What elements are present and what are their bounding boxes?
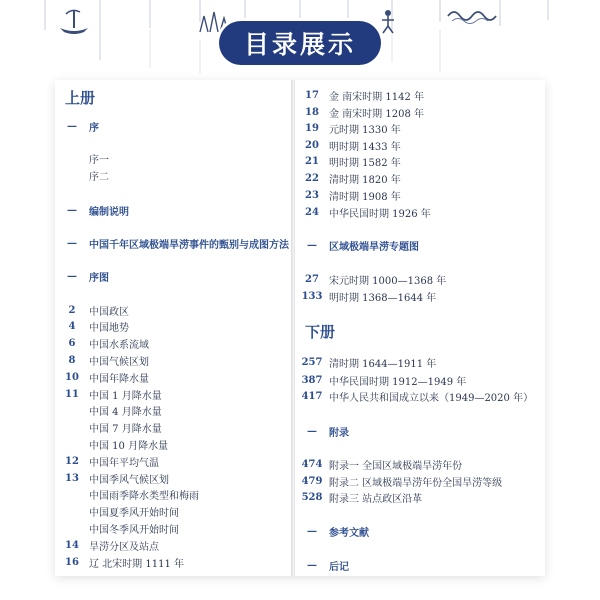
toc-entry[interactable] (295, 473, 545, 489)
toc-page-number: 20 (305, 139, 319, 151)
toc-section-label: 序图 (89, 272, 109, 284)
toc-section-appendix[interactable] (295, 423, 545, 439)
dash-marker: — (67, 237, 77, 249)
toc-entry[interactable] (55, 150, 291, 166)
toc-entry[interactable] (55, 419, 291, 435)
toc-entry[interactable] (55, 537, 291, 553)
toc-entry-label: 中国 1 月降水量 (89, 390, 162, 402)
toc-entry[interactable] (295, 87, 545, 103)
toc-entry[interactable] (55, 335, 291, 351)
toc-entry-label: 辽 北宋时期 1111 年 (89, 558, 184, 570)
dash-marker: — (307, 559, 317, 571)
toc-entry-label: 中华人民共和国成立以来（1949—2020 年） (329, 392, 534, 404)
volume-heading-upper: 上册 (65, 88, 96, 107)
toc-entry[interactable] (295, 187, 545, 203)
dash-marker: — (67, 120, 77, 132)
toc-section-label: 中国千年区域极端旱涝事件的甄别与成图方法 (89, 239, 289, 251)
toc-entry-label: 明时期 1582 年 (329, 157, 401, 169)
toc-page-number: 11 (65, 388, 79, 400)
toc-entry[interactable] (55, 470, 291, 486)
toc-entry[interactable] (295, 104, 545, 120)
toc-entry[interactable] (295, 120, 545, 136)
toc-entry-label: 中国水系流域 (89, 339, 149, 351)
toc-entry[interactable] (55, 453, 291, 469)
toc-entry[interactable] (55, 302, 291, 318)
toc-entry[interactable] (295, 388, 545, 404)
toc-section-label: 附录 (329, 427, 349, 439)
toc-entry-label: 序一 (89, 154, 109, 166)
toc-entry[interactable] (295, 153, 545, 169)
toc-entry[interactable] (55, 402, 291, 418)
toc-entry[interactable] (295, 271, 545, 287)
toc-entry[interactable] (295, 170, 545, 186)
toc-section-references[interactable] (295, 523, 545, 539)
toc-entry-label: 中国地势 (89, 322, 129, 334)
boat-sketch-icon (56, 6, 92, 36)
toc-entry-label: 金 南宋时期 1142 年 (329, 91, 424, 103)
left-page (55, 80, 291, 576)
toc-entry-label: 附录一 全国区域极端旱涝年份 (329, 460, 463, 472)
toc-entry-label: 附录三 站点政区沿革 (329, 493, 423, 505)
toc-section[interactable] (55, 268, 291, 284)
toc-page-number: 21 (305, 155, 319, 167)
toc-entry-label: 中国政区 (89, 306, 129, 318)
dash-marker: — (307, 425, 317, 437)
toc-entry-label: 元时期 1330 年 (329, 124, 401, 136)
toc-page-number: 12 (65, 455, 79, 467)
toc-entry[interactable] (55, 318, 291, 334)
dash-marker: — (307, 239, 317, 251)
toc-entry[interactable] (55, 167, 291, 183)
toc-entry-label: 中国夏季风开始时间 (89, 507, 179, 519)
book-spread (55, 80, 545, 576)
toc-entry[interactable] (295, 456, 545, 472)
toc-entry[interactable] (295, 489, 545, 505)
toc-entry[interactable] (55, 436, 291, 452)
toc-entry-label: 中国 4 月降水量 (89, 406, 162, 418)
toc-page-number: 13 (65, 472, 79, 484)
toc-page-number: 10 (65, 371, 79, 383)
toc-entry[interactable] (55, 369, 291, 385)
toc-entry-label: 中国年平均气温 (89, 457, 159, 469)
toc-section-afterword[interactable] (295, 557, 545, 573)
toc-page-number: 417 (301, 390, 323, 402)
toc-entry-label: 清时期 1820 年 (329, 174, 401, 186)
toc-entry[interactable] (55, 520, 291, 536)
toc-entry-label: 宋元时期 1000—1368 年 (329, 275, 447, 287)
toc-page-number: 8 (68, 354, 76, 366)
toc-entry-label: 附录二 区域极端旱涝年份全国旱涝等级 (329, 477, 503, 489)
toc-entry-label: 中华民国时期 1926 年 (329, 208, 431, 220)
dash-marker: — (307, 525, 317, 537)
toc-section[interactable] (55, 202, 291, 218)
dash-marker: — (67, 204, 77, 216)
toc-entry-label: 中国 10 月降水量 (89, 440, 169, 452)
toc-page-number: 27 (305, 273, 319, 285)
toc-section-special[interactable] (295, 237, 545, 253)
right-page (295, 80, 545, 576)
toc-entry-label: 明时期 1368—1644 年 (329, 292, 437, 304)
toc-entry-label: 中国雨季降水类型和梅雨 (89, 490, 199, 502)
toc-page-number: 528 (301, 491, 323, 503)
toc-page-number: 2 (68, 304, 76, 316)
toc-page-number: 17 (305, 89, 319, 101)
toc-page-number: 474 (301, 458, 323, 470)
toc-entry[interactable] (295, 204, 545, 220)
toc-entry-label: 中国 7 月降水量 (89, 423, 162, 435)
toc-section-label: 参考文献 (329, 527, 369, 539)
toc-page-number: 133 (301, 290, 323, 302)
toc-entry[interactable] (55, 486, 291, 502)
toc-section[interactable] (55, 118, 291, 134)
toc-entry-label: 中国季风气候区划 (89, 474, 169, 486)
toc-entry[interactable] (55, 503, 291, 519)
toc-page-number: 479 (301, 475, 323, 487)
toc-page-number: 18 (305, 106, 319, 118)
toc-section-label: 序 (89, 122, 99, 134)
toc-section-label: 后记 (329, 561, 349, 573)
toc-page-number: 22 (305, 172, 319, 184)
toc-section[interactable] (55, 235, 291, 251)
toc-entry[interactable] (55, 386, 291, 402)
toc-entry[interactable] (295, 372, 545, 388)
toc-entry-label: 旱涝分区及站点 (89, 541, 159, 553)
page-title: 目录展示 (219, 21, 381, 65)
toc-entry-label: 金 南宋时期 1208 年 (329, 108, 424, 120)
toc-entry-label: 中国气候区划 (89, 356, 149, 368)
toc-page-number: 24 (305, 206, 319, 218)
toc-page-number: 387 (301, 374, 323, 386)
wave-sketch-icon (446, 6, 498, 24)
toc-page-number: 257 (301, 356, 323, 368)
volume-heading-lower: 下册 (305, 322, 336, 341)
toc-page-number: 19 (305, 122, 319, 134)
toc-page-number: 4 (68, 320, 76, 332)
toc-entry-label: 清时期 1644—1911 年 (329, 358, 437, 370)
toc-entry-label: 中华民国时期 1912—1949 年 (329, 376, 467, 388)
toc-entry-label: 清时期 1908 年 (329, 191, 401, 203)
toc-page-number: 14 (65, 539, 79, 551)
toc-entry-label: 序二 (89, 171, 109, 183)
toc-entry[interactable] (295, 354, 545, 370)
toc-page-number: 6 (68, 337, 76, 349)
dash-marker: — (67, 270, 77, 282)
toc-page-number: 23 (305, 189, 319, 201)
toc-section-label: 编制说明 (89, 206, 129, 218)
toc-entry-label: 明时期 1433 年 (329, 141, 401, 153)
toc-entry[interactable] (55, 352, 291, 368)
toc-entry[interactable] (295, 137, 545, 153)
toc-page-number: 16 (65, 556, 79, 568)
toc-entry-label: 中国年降水量 (89, 373, 149, 385)
toc-entry[interactable] (55, 554, 291, 570)
toc-entry-label: 中国冬季风开始时间 (89, 524, 179, 536)
toc-entry[interactable] (295, 288, 545, 304)
toc-section-label: 区域极端旱涝专题图 (329, 241, 419, 253)
